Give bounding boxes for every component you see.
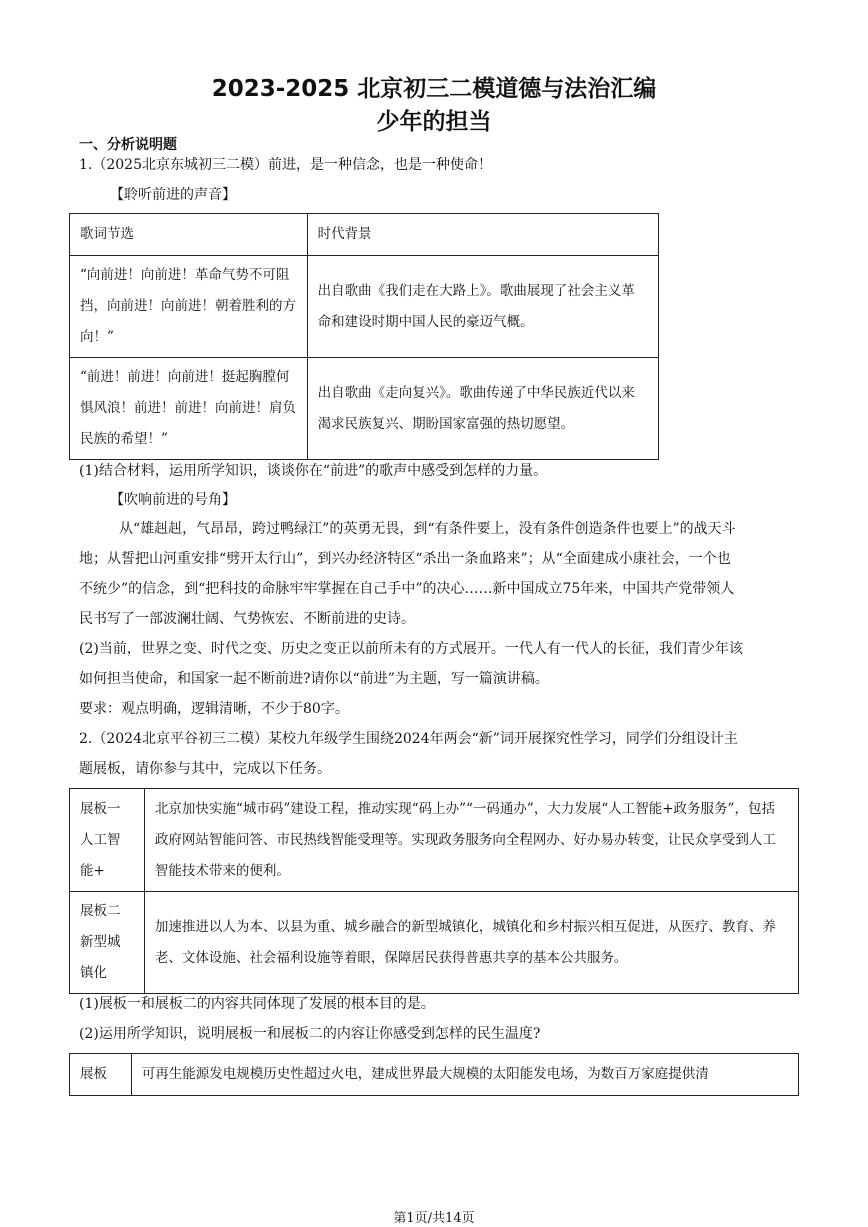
table-header-background: 时代背景 (307, 214, 658, 256)
q2-part2: (2)运用所学知识，说明展板一和展板二的内容让你感受到怎样的民生温度? (79, 1026, 541, 1042)
table-row (70, 892, 799, 994)
board-label: 展板二新型城镇化 (80, 903, 121, 981)
sub-heading-horn: 【吹响前进的号角】 (110, 492, 236, 508)
sub-heading-listen: 【聆听前进的声音】 (110, 187, 236, 203)
table-row (70, 256, 659, 358)
q2-board3-table (69, 1053, 799, 1096)
lyric-cell: “前进！前进！向前进！挺起胸膛何惧风浪！前进！前进！向前进！肩负民族的希望！” (80, 369, 296, 447)
q1-part2-line: (2)当前，世界之变、时代之变、历史之变正以前所未有的方式展开。一代人有一代人的长征，我们青少年该 (79, 641, 743, 657)
question-2-stem: 题展板，请你参与其中，完成以下任务。 (79, 761, 331, 777)
table-header-row (70, 214, 659, 256)
paragraph-line: 民书写了一部波澜壮阔、气势恢宏、不断前进的史诗。 (79, 611, 415, 627)
table-row (70, 358, 659, 460)
board-content: 可再生能源发电规模历史性超过火电，建成世界最大规模的太阳能发电场，为数百万家庭提供清 (131, 1054, 798, 1096)
board-content: 加速推进以人为本、以县为重、城乡融合的新型城镇化，城镇化和乡村振兴相互促进，从医疗、教育、养老、文体设施、社会福利设施等着眼，保障居民获得普惠共享的基本公共服务。 (154, 918, 776, 966)
paragraph-line: 从“雄赳赳，气昂昂，跨过鸭绿江”的英勇无畏，到“有条件要上，没有条件创造条件也要上”的战天斗 (119, 521, 736, 537)
paragraph-line: 地；从誓把山河重安排“劈开太行山”，到兴办经济特区“杀出一条血路来”；从“全面建成小康社会，一个也 (79, 551, 731, 567)
q2-part1: (1)展板一和展板二的内容共同体现了发展的根本目的是。 (79, 996, 435, 1012)
q1-lyrics-table (69, 213, 659, 460)
lyric-cell: “向前进！向前进！革命气势不可阻挡，向前进！向前进！朝着胜利的方向！” (80, 267, 296, 345)
board-label: 展板 (70, 1054, 132, 1096)
background-cell: 出自歌曲《我们走在大路上》。歌曲展现了社会主义革命和建设时期中国人民的豪迈气概。 (317, 282, 635, 330)
question-2-stem: 2.（2024北京平谷初三二模）某校九年级学生围绕2024年两会“新”词开展探究性学习，同学们分组设计主 (79, 731, 738, 747)
board-content: 北京加快实施“城市码”建设工程，推动实现“码上办”“一码通办”，大力发展“人工智能+政务服务”，包括政府网站智能问答、市民热线智能受理等。实现政务服务向全程网办、好办易办转变，让民众享受到人工智能技术带来的便利。 (154, 800, 776, 879)
section-heading: 一、分析说明题 (79, 137, 177, 153)
q1-part1: (1)结合材料，运用所学知识，谈谈你在“前进”的歌声中感受到怎样的力量。 (79, 463, 548, 479)
q2-board-table (69, 788, 799, 994)
table-row (70, 789, 799, 892)
document-subtitle: 少年的担当 (376, 109, 492, 135)
background-cell: 出自歌曲《走向复兴》。歌曲传递了中华民族近代以来渴求民族复兴、期盼国家富强的热切愿望。 (317, 384, 635, 432)
table-row (70, 1054, 799, 1096)
question-1-stem: 1.（2025北京东城初三二模）前进，是一种信念，也是一种使命！ (79, 157, 492, 173)
page-footer: 第1页/共14页 (393, 1211, 475, 1226)
board-label: 展板一人工智能+ (80, 800, 121, 879)
table-header-lyrics: 歌词节选 (70, 214, 308, 256)
paragraph-line: 不统少”的信念，到“把科技的命脉牢牢掌握在自己手中”的决心……新中国成立75年来，中国共产党带领人 (79, 581, 735, 597)
q1-part2-line: 如何担当使命，和国家一起不断前进?请你以“前进”为主题，写一篇演讲稿。 (79, 671, 549, 687)
document-title: 2023-2025 北京初三二模道德与法治汇编 (211, 76, 657, 102)
q1-requirement: 要求：观点明确，逻辑清晰，不少于80字。 (79, 701, 349, 717)
